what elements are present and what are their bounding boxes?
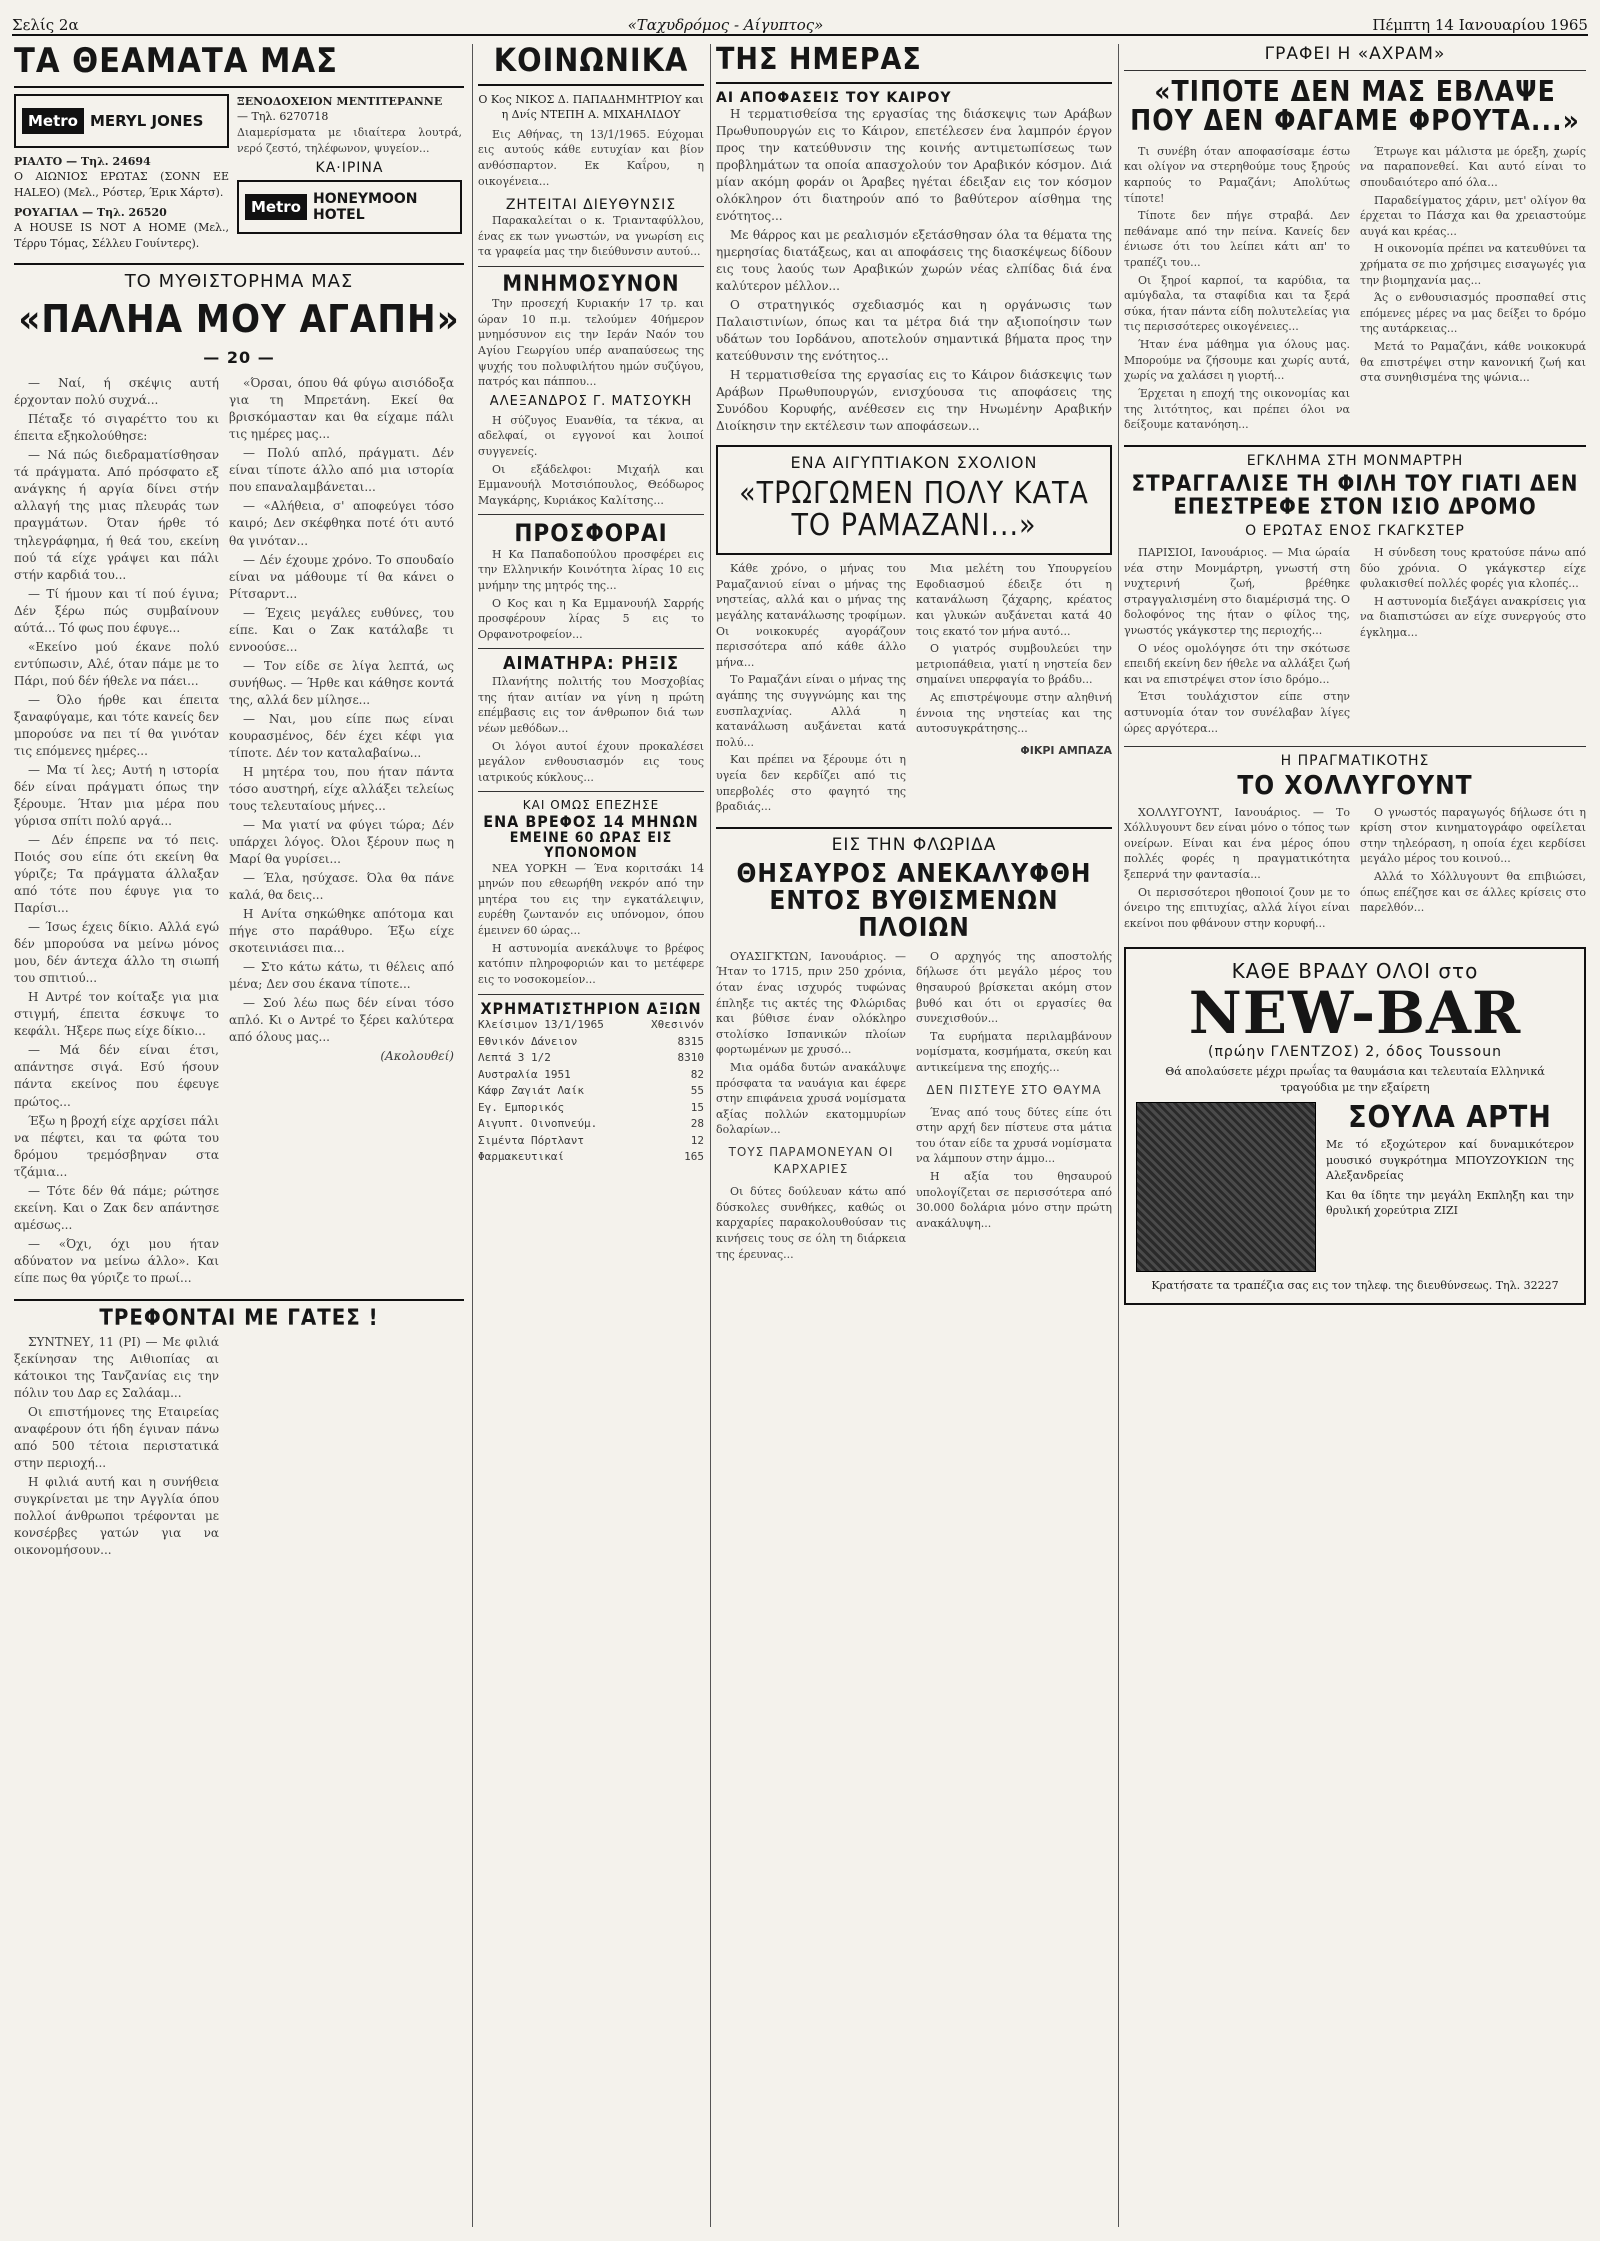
scholion-byline: ΦΙΚΡΙ ΑΜΠΑΖΑ [1020, 743, 1112, 757]
novel-title: «ΠΑΛΗΑ ΜΟΥ ΑΓΑΠΗ» [18, 297, 460, 342]
new-bar-line: Θά απολαύσετε μέχρι πρωΐας τα θαυμάσια και τελευταία Ελληνικά τραγούδια με την εξαίρετη [1165, 1065, 1545, 1094]
koinonika-column: ΚΟΙΝΩΝΙΚΑ Ο Κος ΝΙΚΟΣ Δ. ΠΑΠΑΔΗΜΗΤΡΙΟΥ και η Δνίς ΝΤΕΠΗ Α. ΜΙΧΑΗΛΙΔΟΥ Εις Αθήνας, τη 13/1/1965. Εύχομαι εις αυτούς κάθε ευτυχίαν και βίον ανθόσπαρτον. Εκ Καΐρου, η οικογένεια... ΖΗΤΕΙΤΑΙ ΔΙΕΥΘΥΝΣΙΣ Παρακαλείται ο κ. Τριανταφύλλου, ένας εκ των γνωστών, να γνωρίση εις τα γραφεία μας την διεύθυνσιν αυτού... ΜΝΗΜΟΣΥΝΟΝ Την προσεχή Κυριακήν 17 τρ. και ώραν 10 π.μ. τελούμεν 40ήμερον μνημόσυνον εις την Ιεράν Ναόν του Αγίου Γεωργίου υπέρ αναπαύσεως της ψυχής του πολυφιλήτου ημών συζύγου, πατρός και πάππου... ΑΛΕΞΑΝΔΡΟΣ Γ. ΜΑΤΣΟΥΚΗ Η σύζυγος Ευανθία, τα τέκνα, αι αδελφαί, οι εγγονοί και λοιποί συγγενείς. Οι εξάδελφοι: Μιχαήλ και Εμμανουήλ Μοτσιόπουλος, Θεόδωρος Μαγκάρης, Κυριάκος Καλίτσης... ΠΡΟΣΦΟΡΑΙ Η Κα Παπαδοπούλου προσφέρει εις την Ελληνικήν Κοινότητα λίρας 10 εις μνήμην της μητρός της... Ο Κος και η Κα Εμμανουήλ Σαρρής προσφέρουν λίρας 5 εις το Ορφανοτροφείον... ΑΙΜΑΤΗΡΑ: ΡΗΞΙΣ Πλανήτης πολιτής του Μοσχοβίας της ήταν αιτίαν να γίνη η πρώτη επέμβασις εις τον άνθρωπον διά των νέων μεθόδων... Οι λόγοι αυτοί έχουν προκαλέσει μεγάλον ενθουσιασμόν εις τους ιατρικούς κύκλους... ΚΑΙ ΟΜΩΣ ΕΠΕΖΗΣΕ ΕΝΑ ΒΡΕΦΟΣ 14 ΜΗΝΩΝ ΕΜΕΙΝΕ 60 ΩΡΑΣ ΕΙΣ ΥΠΟΝΟΜΟΝ ΝΕΑ ΥΟΡΚΗ — Ένα κοριτσάκι 14 μηνών που εθεωρήθη νεκρόν από την μητέρα του εις την εγκατάλειψιν, ευρέθη ζωντανόν εις υπόνομον, όπου έμεινεν 60 ώρας... Η αστυνομία ανεκάλυψε το βρέφος κατόπιν πληροφοριών και το μετέφερε εις το νοσοκομείον... ΧΡΗΜΑΤΙΣΤΗΡΙΟΝ ΑΞΙΩΝ Κλείσιμον 13/1/1965 Χθεσινόν Εθνικόν Δάνειον 8315 Λεπτά 3 1/2 8310 Αυστραλία 1951 82 Κάφρ Ζαγιάτ Λαίκ 55 Εγ. Εμπορικός 15 Αιγυπτ. Οινοπνεύμ. 28 Σιμέντα Πόρτλαντ 12 Φαρμακευτικαί 165 [478, 44, 704, 1164]
column-rule [710, 44, 711, 2227]
kairina: ΚΑ·ΙΡΙΝΑ [315, 160, 384, 177]
new-bar-address: (πρώην ΓΛΕΝΤΖΟΣ) 2, όδος Toussoun [1208, 1044, 1502, 1061]
meryl-jones-ad: MERYL JONES [89, 111, 204, 130]
right-column: ΓΡΑΦΕΙ Η «ΑΧΡΑΜ» «ΤΙΠΟΤΕ ΔΕΝ ΜΑΣ ΕΒΛΑΨΕ ΠΟΥ ΔΕΝ ΦΑΓΑΜΕ ΦΡΟΥΤΑ...» Τι συνέβη όταν αποφασίσαμε έστω και ολίγον να στερηθούμε τους ξηρούς καρπούς το Ραμαζάνι; Απολύτως τίποτε! Τίποτε δεν πήγε στραβά. Δεν πεθάναμε από την πείνα. Κανείς δεν ένιωσε ότι του λείπει κάτι απ' το τραπέζι του... Οι ξηροί καρποί, τα καρύδια, τα αμύγδαλα, τα σταφίδια και τα ξερά σύκα, ήταν πάντα είδη πολυτελείας για τις περισσότερες οικογένειες... Ήταν ένα μάθημα για όλους μας. Μπορούμε να ζήσουμε και χωρίς αυτά, χωρίς να χαλάσει η γιορτή... Έρχεται η εποχή της οικονομίας και της λιτότητος, και πρέπει όλοι να δείξουμε κατανόηση... Έτρωγε και μάλιστα με όρεξη, χωρίς να παραπονεθεί. Και αυτό είναι το σπουδαιότερο από όλα... Παραδείγματος χάριν, μετ' ολίγον θα έρχεται το Πάσχα και θα χρειαστούμε αυγά και κρέας... Η οικονομία πρέπει να κατευθύνει τα χρήματα σε πιο χρήσιμες εισαγωγές για την βιομηχανία μας... Άς ο ενθουσιασμός προσπαθεί στις επόμενες μέρες να μας δείξει το δρόμο της αυτάρκειας... Μετά το Ραμαζάνι, κάθε νοικοκυρά θα επιστρέψει στην κανονική ζωή και στα συνηθισμένα της ψώνια... ΕΓΚΛΗΜΑ ΣΤΗ ΜΟΝΜΑΡΤΡΗ ΣΤΡΑΓΓΑΛΙΣΕ ΤΗ ΦΙΛΗ ΤΟΥ ΓΙΑΤΙ ΔΕΝ ΕΠΕΣΤΡΕΦΕ ΣΤΟΝ ΙΣΙΟ ΔΡΟΜΟ Ο ΕΡΩΤΑΣ ΕΝΟΣ ΓΚΑΓΚΣΤΕΡ ΠΑΡΙΣΙΟΙ, Ιανουάριος. — Μια ώραία νέα στην Μονμάρτρη, γνωστή στη νυχτερινή ζωή, βρέθηκε στραγγαλισμένη στο διαμέρισμά της. Ο δολοφόνος της ήταν ο φίλος της, γνωστός γκάγκστερ της περιοχής... Ο νέος ομολόγησε ότι την σκότωσε επειδή εκείνη δεν ήθελε να αλλάξει ζωή και να επιστρέψει στον ίσιο δρόμο... Έτσι τουλάχιστον είπε στην αστυνομία όταν τον συνέλαβαν λίγες ώρες αργότερα... Η σύνδεση τους κρατούσε πάνω από δύο χρόνια. Ο γκάγκστερ είχε φυλακισθεί πολλές φορές για κλοπές... Η αστυνομία διεξάγει ανακρίσεις για να διαπιστώσει αν είχε συνεργούς στο έγκλημα... Η ΠΡΑΓΜΑΤΙΚΟΤΗΣ ΤΟ ΧΟΛΛΥΓΟΥΝΤ ΧΟΛΛΥΓΟΥΝΤ, Ιανουάριος. — Το Χόλλυγουντ δεν είναι μόνο ο τόπος των ονείρων. Είναι και ένα μέρος όπου πολλές φορές η πραγματικότητα ξεπερνά την φαντασία... Οι περισσότεροι ηθοποιοί ζουν με το όνειρο της επιτυχίας, αλλά λίγοι είναι εκείνοι που φθάνουν στην κορυφή... Ο γνωστός παραγωγός δήλωσε ότι η κρίση στον κινηματογράφο οφείλεται στην τηλεόραση, η οποία έχει κερδίσει μεγάλο μέρος του κοινού... Αλλά το Χόλλυγουντ θα επιβιώσει, όπως επέζησε και σε άλλες κρίσεις στο παρελθόν... ΚΑΘΕ ΒΡΑΔΥ ΟΛΟΙ στο NEW-BAR (πρώην ΓΛΕΝΤΖΟΣ) 2, όδος Toussoun Θά απολαύσετε μέχρι πρωΐας τα θαυμάσια και τελευταία Ελληνικά τραγούδια με την εξαίρετη ΣΟΥΛΑ ΑΡΤΗ Με τό εξοχώτερον καί δυναμικότερον μουσικό συγκρότημα ΜΠΟΥΖΟΥΚΙΩΝ της Αλεξανδρείας Και θα ίδητε την μεγάλη Εκπληξη και την θρυλική χορεύτρια ΖΙΖΙ Κρατήσατε τα τραπέζια σας εις τον τηλεφ. της διευθύνσεως. Τηλ. 32227 [1124, 44, 1586, 2224]
rouayal-film: A HOUSE IS NOT A HOME (Μελ., Τέρρυ Τόμας, Σέλλευ Γουίντερς). [14, 221, 229, 250]
florida-title: ΘΗΣΑΥΡΟΣ ΑΝΕΚΑΛΥΦΘΗ ΕΝΤΟΣ ΒΥΘΙΣΜΕΝΩΝ ΠΛΟΙΩΝ [736, 858, 1092, 944]
metro-logo-2: Metro [245, 194, 307, 220]
scholion-title: «ΤΡΩΓΩΜΕΝ ΠΟΛΥ ΚΑΤΑ ΤΟ ΡΑΜΑΖΑΝΙ...» [739, 476, 1089, 543]
masthead [12, 6, 1588, 36]
new-bar-tel: Κρατήσατε τα τραπέζια σας εις τον τηλεφ. της διευθύνσεως. Τηλ. 32227 [1151, 1278, 1559, 1292]
thavma-label: ΔΕΝ ΠΙΣΤΕΥΕ ΣΤΟ ΘΑΥΜΑ [926, 1082, 1102, 1097]
new-bar-dancer: Και θα ίδητε την μεγάλη Εκπληξη και την θρυλική χορεύτρια ΖΙΖΙ [1326, 1188, 1574, 1218]
borsa-title: ΧΡΗΜΑΤΙΣΤΗΡΙΟΝ ΑΞΙΩΝ [480, 998, 702, 1018]
mnimosynon-title: ΜΝΗΜΟΣΥΝΟΝ [502, 272, 680, 298]
novel-text-b: «Όρσαι, όπου θά φύγω αισιόδοξα για τη Μπρετάνη. Εκεί θα βρισκόμασταν και θα είχαμε πάλι τις ημέρες μας... — Πολύ απλό, πράγματι. Δέν είναι τίποτε άλλο από μια ιστορία που επαναλαμβάνεται... — «Αλήθεια, σ' αποφεύγει τόσο καιρό; Δεν σκέφθηκα ποτέ ότι αυτό θα γινόταν... — Δέν έχουμε χρόνο. Το σπουδαίο είναι να μάθουμε τί θα κάνει ο Ρίτσαρντ... — Έχεις μεγάλες ευθύνες, του είπε. Και ο Ζακ κατάλαβε τι εννοούσε... — Τον είδε σε λίγα λεπτά, ως συνήθως. — Ήρθε και κάθησε κοντά της, αλλά δεν μίλησε... — Ναι, μου είπε πως είναι κουρασμένος, δέν έχει κέφι για τίποτε. Δέν τον καταλαβαίνω... Η μητέρα του, που ήταν πάντα τόσο αυστηρή, είχε αλλάξει τελείως τους τελευταίους μήνες... — Μα γιατί να φύγει τώρα; Δέν υπάρχει λόγος. Όλοι ξέρουν πως η Μαρί θα γυρίσει... — Έλα, ησύχασε. Όλα θα πάνε καλά, θα δεις... Η Ανίτα σηκώθηκε απότομα και πήγε στο παράθυρο. Έξω είχε σκοτεινιάσει πια... — Στο κάτω κάτω, τι θέλεις από μένα; Δεν σου έκανα τίποτε... — Σού λέω πως δέν είναι τόσο απλό. Κι ο Αντρέ το ξέρει καλύτερα από όλους μας... (Ακολουθεί) [229, 376, 454, 1064]
rialto-film: Ο ΑΙΩΝΙΟΣ ΕΡΩΤΑΣ (ΣΟΝΝ ΕΕ HALEO) (Μελ., Ρόστερ, Έρικ Χάρτσ). [14, 170, 229, 199]
crime-title: ΣΤΡΑΓΓΑΛΙΣΕ ΤΗ ΦΙΛΗ ΤΟΥ ΓΙΑΤΙ ΔΕΝ ΕΠΕΣΤΡΕΦΕ ΣΤΟΝ ΙΣΙΟ ΔΡΟΜΟ [1131, 471, 1579, 520]
new-bar-body: Με τό εξοχώτερον καί δυναμικότερον μουσικό συγκρότημα ΜΠΟΥΖΟΥΚΙΩΝ της Αλεξανδρείας [1326, 1138, 1574, 1183]
crime-subtitle: Ο ΕΡΩΤΑΣ ΕΝΟΣ ΓΚΑΓΚΣΤΕΡ [1245, 522, 1465, 539]
prosforai-title: ΠΡΟΣΦΟΡΑΙ [514, 519, 668, 548]
hotel-name: ΞΕΝΟΔΟΧΕΙΟΝ ΜΕΝΤΙΤΕΡΑΝΝΕ [237, 94, 443, 108]
imeras-text: Η τερματισθείσα της εργασίας της διάσκεψις των Αράβων Πρωθυπουργών εις το Κάιρον, επετέλεσεν ένα λαμπρόν έργον προς την κατεύθυνσιν της κοινής αντιμετωπίσεως των προβλημάτων τα οποία απασχολούν τον Αραβικόν κόσμον. Διά μίαν ακόμη φοράν οι Άραβες ηγέται έδειξαν εις τον κόσμον ολόκληρον ότι διατηρούν από το βαθύτερον αίσθημα της ενότητος... Με θάρρος και με ρεαλισμόν εξετάσθησαν όλα τα θέματα της ημερησίας διατάξεως, και αι αποφάσεις της διασκέψεως δίδουν εις τους λαούς των Αραβικών χωρών νέας ελπίδας διά ένα καλύτερον μέλλον... Ο στρατηγικός σχεδιασμός και η οργάνωσις των Παλαιστινίων, όπως και τα μέτρα διά την αξιοποίησιν των υδάτων του Ιορδάνου, αποτελούν σημαντικά βήματα προς την κατεύθυνσιν της ενότητος... Η τερματισθείσα της εργασίας εις το Κάιρον διάσκεψις των Αράβων Πρωθυπουργών, ενισχύουσα τις αποφάσεις της Συνόδου Κορυφής, ανέθεσεν εις την Ηνωμένην Αραβικήν Διοίκησιν την εκτέλεσιν των αποφάσεων... [716, 106, 1112, 434]
metro-ad [14, 94, 229, 148]
aimatira-title: ΑΙΜΑΤΗΡΑ: ΡΗΞΙΣ [502, 653, 680, 675]
singer-photo [1136, 1102, 1316, 1272]
koinonika-title: ΚΟΙΝΩΝΙΚΑ [493, 44, 689, 79]
holly-label: Η ΠΡΑΓΜΑΤΙΚΟΤΗΣ [1280, 753, 1430, 770]
column-rule [472, 44, 473, 2227]
florida-label: ΕΙΣ ΤΗΝ ΦΛΩΡΙΔΑ [831, 834, 997, 855]
new-bar-top: ΚΑΘΕ ΒΡΑΔΥ ΟΛΟΙ στο [1231, 959, 1479, 984]
achram-title: «ΤΙΠΟΤΕ ΔΕΝ ΜΑΣ ΕΒΛΑΨΕ ΠΟΥ ΔΕΝ ΦΑΓΑΜΕ ΦΡΟΥΤΑ...» [1130, 75, 1580, 138]
brefos-line-2: ΕΜΕΙΝΕ 60 ΩΡΑΣ ΕΙΣ ΥΠΟΝΟΜΟΝ [509, 830, 673, 861]
imeras-subtitle: ΑΙ ΑΠΟΦΑΣΕΙΣ ΤΟΥ ΚΑΙΡΟΥ [716, 89, 952, 106]
rialto-listing: ΡΙΑΛΤΟ — Τηλ. 24694 [14, 154, 151, 168]
imeras-column: ΤΗΣ ΗΜΕΡΑΣ ΑΙ ΑΠΟΦΑΣΕΙΣ ΤΟΥ ΚΑΙΡΟΥ Η τερματισθείσα της εργασίας της διάσκεψις των Αράβων Πρωθυπουργών εις το Κάιρον, επετέλεσεν ένα λαμπρόν έργον προς την κατεύθυνσιν της κοινής αντιμετωπίσεως των προβλημάτων τα οποία απασχολούν τον Αραβικόν κόσμον. Διά μίαν ακόμη φοράν οι Άραβες ηγέται έδειξαν εις τον κόσμον ολόκληρον ότι διατηρούν από το βαθύτερον αίσθημα της ενότητος... Με θάρρος και με ρεαλισμόν εξετάσθησαν όλα τα θέματα της ημερησίας διατάξεως, και αι αποφάσεις της διασκέψεως δίδουν εις τους λαούς των Αραβικών χωρών νέας ελπίδας διά ένα καλύτερον μέλλον... Ο στρατηγικός σχεδιασμός και η οργάνωσις των Παλαιστινίων, όπως και τα μέτρα διά την αξιοποίησιν των υδάτων του Ιορδάνου, αποτελούν σημαντικά βήματα προς την κατεύθυνσιν της ενότητος... Η τερματισθείσα της εργασίας εις το Κάιρον διάσκεψις των Αράβων Πρωθυπουργών, ενισχύουσα τις αποφάσεις της Συνόδου Κορυφής, ανέθεσεν εις την Ηνωμένην Αραβικήν Διοίκησιν την εκτέλεσιν των αποφάσεων... ΕΝΑ ΑΙΓΥΠΤΙΑΚΟΝ ΣΧΟΛΙΟΝ «ΤΡΩΓΩΜΕΝ ΠΟΛΥ ΚΑΤΑ ΤΟ ΡΑΜΑΖΑΝΙ...» Κάθε χρόνο, ο μήνας του Ραμαζανιού είναι ο μήνας της νηστείας, αλλά και ο μήνας της μεγάλης κατανάλωσης τροφίμων. Οι νοικοκυρές αγοράζουν περισσότερα από κάθε άλλο μήνα... Το Ραμαζάνι είναι ο μήνας της αγάπης της συγγνώμης και της ευσπλαχνίας. Αλλά η κατανάλωση αυξάνεται κατά πολύ... Και πρέπει να ξέρουμε ότι η υγεία δεν κερδίζει από τις υπερβολές στο φαγητό της βραδιάς... Μια μελέτη του Υπουργείου Εφοδιασμού έδειξε ότι η κατανάλωση ζάχαρης, κρέατος και γλυκών αυξάνεται κατά 40 τοις εκατό τον μήνα αυτό... Ο γιατρός συμβουλεύει την μετριοπάθεια, γιατί η νηστεία δεν σημαίνει υπερφαγία το βράδυ... Ας επιστρέψουμε στην αληθινή έννοια της νηστείας και της αυτοσυγκράτησης... ΦΙΚΡΙ ΑΜΠΑΖΑ ΕΙΣ ΤΗΝ ΦΛΩΡΙΔΑ ΘΗΣΑΥΡΟΣ ΑΝΕΚΑΛΥΦΘΗ ΕΝΤΟΣ ΒΥΘΙΣΜΕΝΩΝ ΠΛΟΙΩΝ ΟΥΑΣΙΓΚΤΩΝ, Ιανουάριος. — Ήταν το 1715, πριν 250 χρόνια, όταν ένας ισχυρός τυφώνας έπληξε τις ακτές της Φλώριδας και βύθισε έναν ολόκληρο στολίσκο Ισπανικών πλοίων φορτωμένων με χρυσό... Μια ομάδα δυτών ανακάλυψε πρόσφατα τα ναυάγια και έφερε στην επιφάνεια χρυσά νομίσματα αξίας πολλών εκατομμυρίων δολαρίων... ΤΟΥΣ ΠΑΡΑΜΟΝΕΥΑΝ ΟΙ ΚΑΡΧΑΡΙΕΣ Οι δύτες δούλευαν κάτω από δύσκολες συνθήκες, καθώς οι καρχαρίες παρακολουθούσαν τις κινήσεις τους σε όλη τη διάρκεια της έρευνας... Ο αρχηγός της αποστολής δήλωσε ότι μεγάλο μέρος του θησαυρού βρίσκεται ακόμη στον βυθό και ότι οι εργασίες θα συνεχισθούν... Τα ευρήματα περιλαμβάνουν νομίσματα, κοσμήματα, σκεύη και αντικείμενα της εποχής... ΔΕΝ ΠΙΣΤΕΥΕ ΣΤΟ ΘΑΥΜΑ Ένας από τους δύτες είπε ότι στην αρχή δεν πίστευε στα μάτια του όταν είδε τα χρυσά νομίσματα να λάμπουν στην άμμο... Η αξία του θησαυρού υπολογίζεται σε περισσότερα από 30.000 δολάρια μόνο στην πρώτη ανακάλυψη... [716, 44, 1112, 1261]
mnimosynon-signature: ΑΛΕΞΑΝΔΡΟΣ Γ. ΜΑΤΣΟΥΚΗ [489, 393, 693, 409]
new-bar-ad [1124, 947, 1586, 1305]
brefos-line-1: ΕΝΑ ΒΡΕΦΟΣ 14 ΜΗΝΩΝ [483, 812, 699, 832]
metro-logo: Metro [22, 108, 84, 134]
holly-title: ΤΟ ΧΟΛΛΥΓΟΥΝΤ [1237, 771, 1473, 802]
page-number: Σελίς 2α [12, 16, 79, 34]
novel-section: ΤΟ ΜΥΘΙΣΤΟΡΗΜΑ ΜΑΣ [124, 271, 354, 293]
gates-headline: ΤΡΕΦΟΝΤΑΙ ΜΕ ΓΑΤΕΣ ! [99, 1305, 379, 1331]
novel-text-a: — Ναί, ή σκέψις αυτή έρχονταν πολύ συχνά... Πέταξε τό σιγαρέττο του κι έπειτα εξηκολούθησε: — Νά πώς διεδραματίσθησαν τά πράγματα. Από πρόσφατο εξ ανάγκης ή αργία δίνει στήν αλλαγή της μιας πλευράς των πραγμάτων. Όταν ήρθε τό τηλεγράφημα, ή θεά του, εκείνη πού τά είχε γράψει και πάλι στήν καρδιά του... — Τί ήμουν και τί πού έγινα; Δέν ξέρω πώς συμβαίνουν αύτά... Τό φως που έφυγε... «Εκείνο μού έκανε πολύ εντύπωσιν, Αλέ, όταν πάμε με το Πάρι, πού δέν ήθελε να πάει... — Όλο ήρθε και έπειτα ξαναφύγαμε, και τότε κανείς δεν μπορούσε να πει τί θα γινόταν τις επόμενες ημέρες... — Μα τί λες; Αυτή η ιστορία δέν είναι πράγματι όπως την ξέρουμε. Ήταν μια μέρα που γύρισα σπίτι πολύ αργά... — Δέν έπρεπε να τό πεις. Ποιός σου είπε ότι εκείνη θα γύριζε; Τα πράγματα άλλαξαν από τότε που έφυγε για το Παρίσι... — Ίσως έχεις δίκιο. Αλλά εγώ δέν μπορούσα να μείνω μόνος μου, δέν άντεχα άλλο τη σιωπή του σπιτιού... Η Αντρέ τον κοίταξε για μια στιγμή, έπειτα έσκυψε το κεφάλι. Ήξερε πως είχε δίκιο... — Μά δέν είναι έτσι, απάντησε σιγά. Εσύ ήσουν πάντα εκείνος που έφευγε πρώτος... Έξω η βροχή είχε αρχίσει πάλι να πέφτει, και τα φώτα του δρόμου τρεμόσβηναν στα τζάμια... — Τότε δέν θά πάμε; ρώτησε εκείνη. Και ο Ζακ δεν απάντησε αμέσως... — «Όχι, όχι μου ήταν αδύνατον να μείνω άλλο». Και είπε πως θα γύριζε το πρωί... [14, 376, 219, 1285]
gates-text: ΣΥΝΤΝΕΥ, 11 (ΡΙ) — Με φιλιά ξεκίνησαν της Αιθιοπίας αι κάτοικοι της Τανζανίας εις την πόλιν του Δαρ ες Σαλάαμ... Οι επιστήμονες της Εταιρείας αναφέρουν ότι ήδη έγιναν πάνω από 500 τέτοια περιστατικά στην περιοχή... Η φιλιά αυτή και η συνήθεια συγκρίνεται με την Αγγλία όπου πολλοί άνθρωποι τρέφονται με κονσέρβες γατών για να οικονομήσουν... [14, 1334, 219, 1558]
wedding-names: Ο Κος ΝΙΚΟΣ Δ. ΠΑΠΑΔΗΜΗΤΡΙΟΥ και η Δνίς ΝΤΕΠΗ Α. ΜΙΧΑΗΛΙΔΟΥ [478, 92, 704, 122]
honeymoon-ad [237, 180, 462, 234]
singer-name: ΣΟΥΛΑ ΑΡΤΗ [1348, 1099, 1552, 1135]
scholion-box [716, 445, 1112, 555]
issue-date: Πέμπτη 14 Ιανουαρίου 1965 [1372, 16, 1588, 34]
column-rule [1118, 44, 1119, 2227]
rouayal-listing: ΡΟΥΑΓΙΑΛ — Τηλ. 26520 [14, 205, 167, 219]
honeymoon-hotel-title: HONEYMOON HOTEL [312, 191, 418, 224]
novel-number: — 20 — [203, 348, 275, 368]
epesixe-label: ΚΑΙ ΟΜΩΣ ΕΠΕΖΗΣΕ [522, 798, 660, 813]
theamata-title: ΤΑ ΘΕΑΜΑΤΑ ΜΑΣ [14, 44, 339, 81]
paper-name: «Ταχυδρόμος - Αίγυπτος» [627, 16, 824, 34]
hotel-tel: — Τηλ. 6270718 [237, 110, 329, 124]
zitountai-title: ΖΗΤΕΙΤΑΙ ΔΙΕΥΘΥΝΣΙΣ [505, 197, 677, 214]
karcharies-label: ΤΟΥΣ ΠΑΡΑΜΟΝΕΥΑΝ ΟΙ ΚΑΡΧΑΡΙΕΣ [728, 1145, 894, 1177]
crime-label: ΕΓΚΛΗΜΑ ΣΤΗ ΜΟΝΜΑΡΤΡΗ [1246, 452, 1464, 469]
left-column: ΤΑ ΘΕΑΜΑΤΑ ΜΑΣ Metro MERYL JONES ΡΙΑΛΤΟ — Τηλ. 24694 Ο ΑΙΩΝΙΟΣ ΕΡΩΤΑΣ (ΣΟΝΝ ΕΕ HALEO) (Μελ., Ρόστερ, Έρικ Χάρτσ). ΡΟΥΑΓΙΑΛ — Τηλ. 26520 A HOUSE IS NOT A HOME (Μελ., Τέρρυ Τόμας, Σέλλευ Γουίντερς). ΞΕΝΟΔΟΧΕΙΟΝ ΜΕΝΤΙΤΕΡΑΝΝΕ — Τηλ. 6270718 Διαμερίσματα με ιδιαίτερα λουτρά, νερό ζεστό, τηλέφωνον, ψυγείον... ΚΑ·ΙΡΙΝΑ Metro HONEYMOON HOTEL ΤΟ ΜΥΘΙΣΤΟΡΗΜΑ ΜΑΣ «ΠΑΛΗΑ ΜΟΥ ΑΓΑΠΗ» — 20 — — Ναί, ή σκέψις αυτή έρχονταν πολύ συχνά... Πέταξε τό σιγαρέττο του κι έπειτα εξηκολούθησε: — Νά πώς διεδραματίσθησαν τά πράγματα. Από πρόσφατο εξ ανάγκης ή αργία δίνει στήν αλλαγή της μιας πλευράς των πραγμάτων. Όταν ήρθε τό τηλεγράφημα, ή θεά του, εκείνη πού τά είχε γράψει και πάλι στήν καρδιά του... — Τί ήμουν και τί πού έγινα; Δέν ξέρω πώς συμβαίνουν αύτά... Τό φως που έφυγε... «Εκείνο μού έκανε πολύ εντύπωσιν, Αλέ, όταν πάμε με το Πάρι, πού δέν ήθελε να πάει... — Όλο ήρθε και έπειτα ξαναφύγαμε, και τότε κανείς δεν μπορούσε να πει τί θα γινόταν τις επόμενες ημέρες... — Μα τί λες; Αυτή η ιστορία δέν είναι πράγματι όπως την ξέρουμε. Ήταν μια μέρα που γύρισα σπίτι πολύ αργά... — Δέν έπρεπε να τό πεις. Ποιός σου είπε ότι εκείνη θα γύριζε; Τα πράγματα άλλαξαν από τότε που έφυγε για το Παρίσι... — Ίσως έχεις δίκιο. Αλλά εγώ δέν μπορούσα να μείνω μόνος μου, δέν άντεχα άλλο τη σιωπή του σπιτιού... Η Αντρέ τον κοίταξε για μια στιγμή, έπειτα έσκυψε το κεφάλι. Ήξερε πως είχε δίκιο... — Μά δέν είναι έτσι, απάντησε σιγά. Εσύ ήσουν πάντα εκείνος που έφευγε πρώτος... Έξω η βροχή είχε αρχίσει πάλι να πέφτει, και τα φώτα του δρόμου τρεμόσβηναν στα τζάμια... — Τότε δέν θά πάμε; ρώτησε εκείνη. Και ο Ζακ δεν απάντησε αμέσως... — «Όχι, όχι μου ήταν αδύνατον να μείνω άλλο». Και είπε πως θα γύριζε το πρωί... «Όρσαι, όπου θά φύγω αισιόδοξα για τη Μπρετάνη. Εκεί θα βρισκόμασταν και θα είχαμε πάλι τις ημέρες μας... — Πολύ απλό, πράγματι. Δέν είναι τίποτε άλλο από μια ιστορία που επαναλαμβάνεται... — «Αλήθεια, σ' αποφεύγει τόσο καιρό; Δεν σκέφθηκα ποτέ ότι αυτό θα γινόταν... — Δέν έχουμε χρόνο. Το σπουδαίο είναι να μάθουμε τί θα κάνει ο Ρίτσαρντ... — Έχεις μεγάλες ευθύνες, του είπε. Και ο Ζακ κατάλαβε τι εννοούσε... — Τον είδε σε λίγα λεπτά, ως συνήθως. — Ήρθε και κάθησε κοντά της, αλλά δεν μίλησε... — Ναι, μου είπε πως είναι κουρασμένος, δέν έχει κέφι για τίποτε. Δέν τον καταλαβαίνω... Η μητέρα του, που ήταν πάντα τόσο αυστηρή, είχε αλλάξει τελείως τους τελευταίους μήνες... — Μα γιατί να φύγει τώρα; Δέν υπάρχει λόγος. Όλοι ξέρουν πως η Μαρί θα γυρίσει... — Έλα, ησύχασε. Όλα θα πάνε καλά, θα δεις... Η Ανίτα σηκώθηκε απότομα και πήγε στο παράθυρο. Έξω είχε σκοτεινιάσει πια... — Στο κάτω κάτω, τι θέλεις από μένα; Δεν σου έκανα τίποτε... — Σού λέω πως δέν είναι τόσο απλό. Κι ο Αντρέ το ξέρει καλύτερα από όλους μας... (Ακολουθεί) ΤΡΕΦΟΝΤΑΙ ΜΕ ΓΑΤΕΣ ! ΣΥΝΤΝΕΥ, 11 (ΡΙ) — Με φιλιά ξεκίνησαν της Αιθιοπίας αι κάτοικοι της Τανζανίας εις την πόλιν του Δαρ ες Σαλάαμ... Οι επιστήμονες της Εταιρείας αναφέρουν ότι ήδη έγιναν πάνω από 500 τέτοια περιστατικά στην περιοχή... Η φιλιά αυτή και η συνήθεια συγκρίνεται με την Αγγλία όπου πολλοί άνθρωποι τρέφονται με κονσέρβες γατών για να οικονομήσουν... [14, 44, 464, 2224]
new-bar-name: NEW-BAR [1188, 979, 1522, 1048]
imeras-title: ΤΗΣ ΗΜΕΡΑΣ [716, 44, 922, 77]
scholion-label: ΕΝΑ ΑΙΓΥΠΤΙΑΚΟΝ ΣΧΟΛΙΟΝ [790, 453, 1038, 473]
achram-label: ΓΡΑΦΕΙ Η «ΑΧΡΑΜ» [1264, 44, 1446, 64]
